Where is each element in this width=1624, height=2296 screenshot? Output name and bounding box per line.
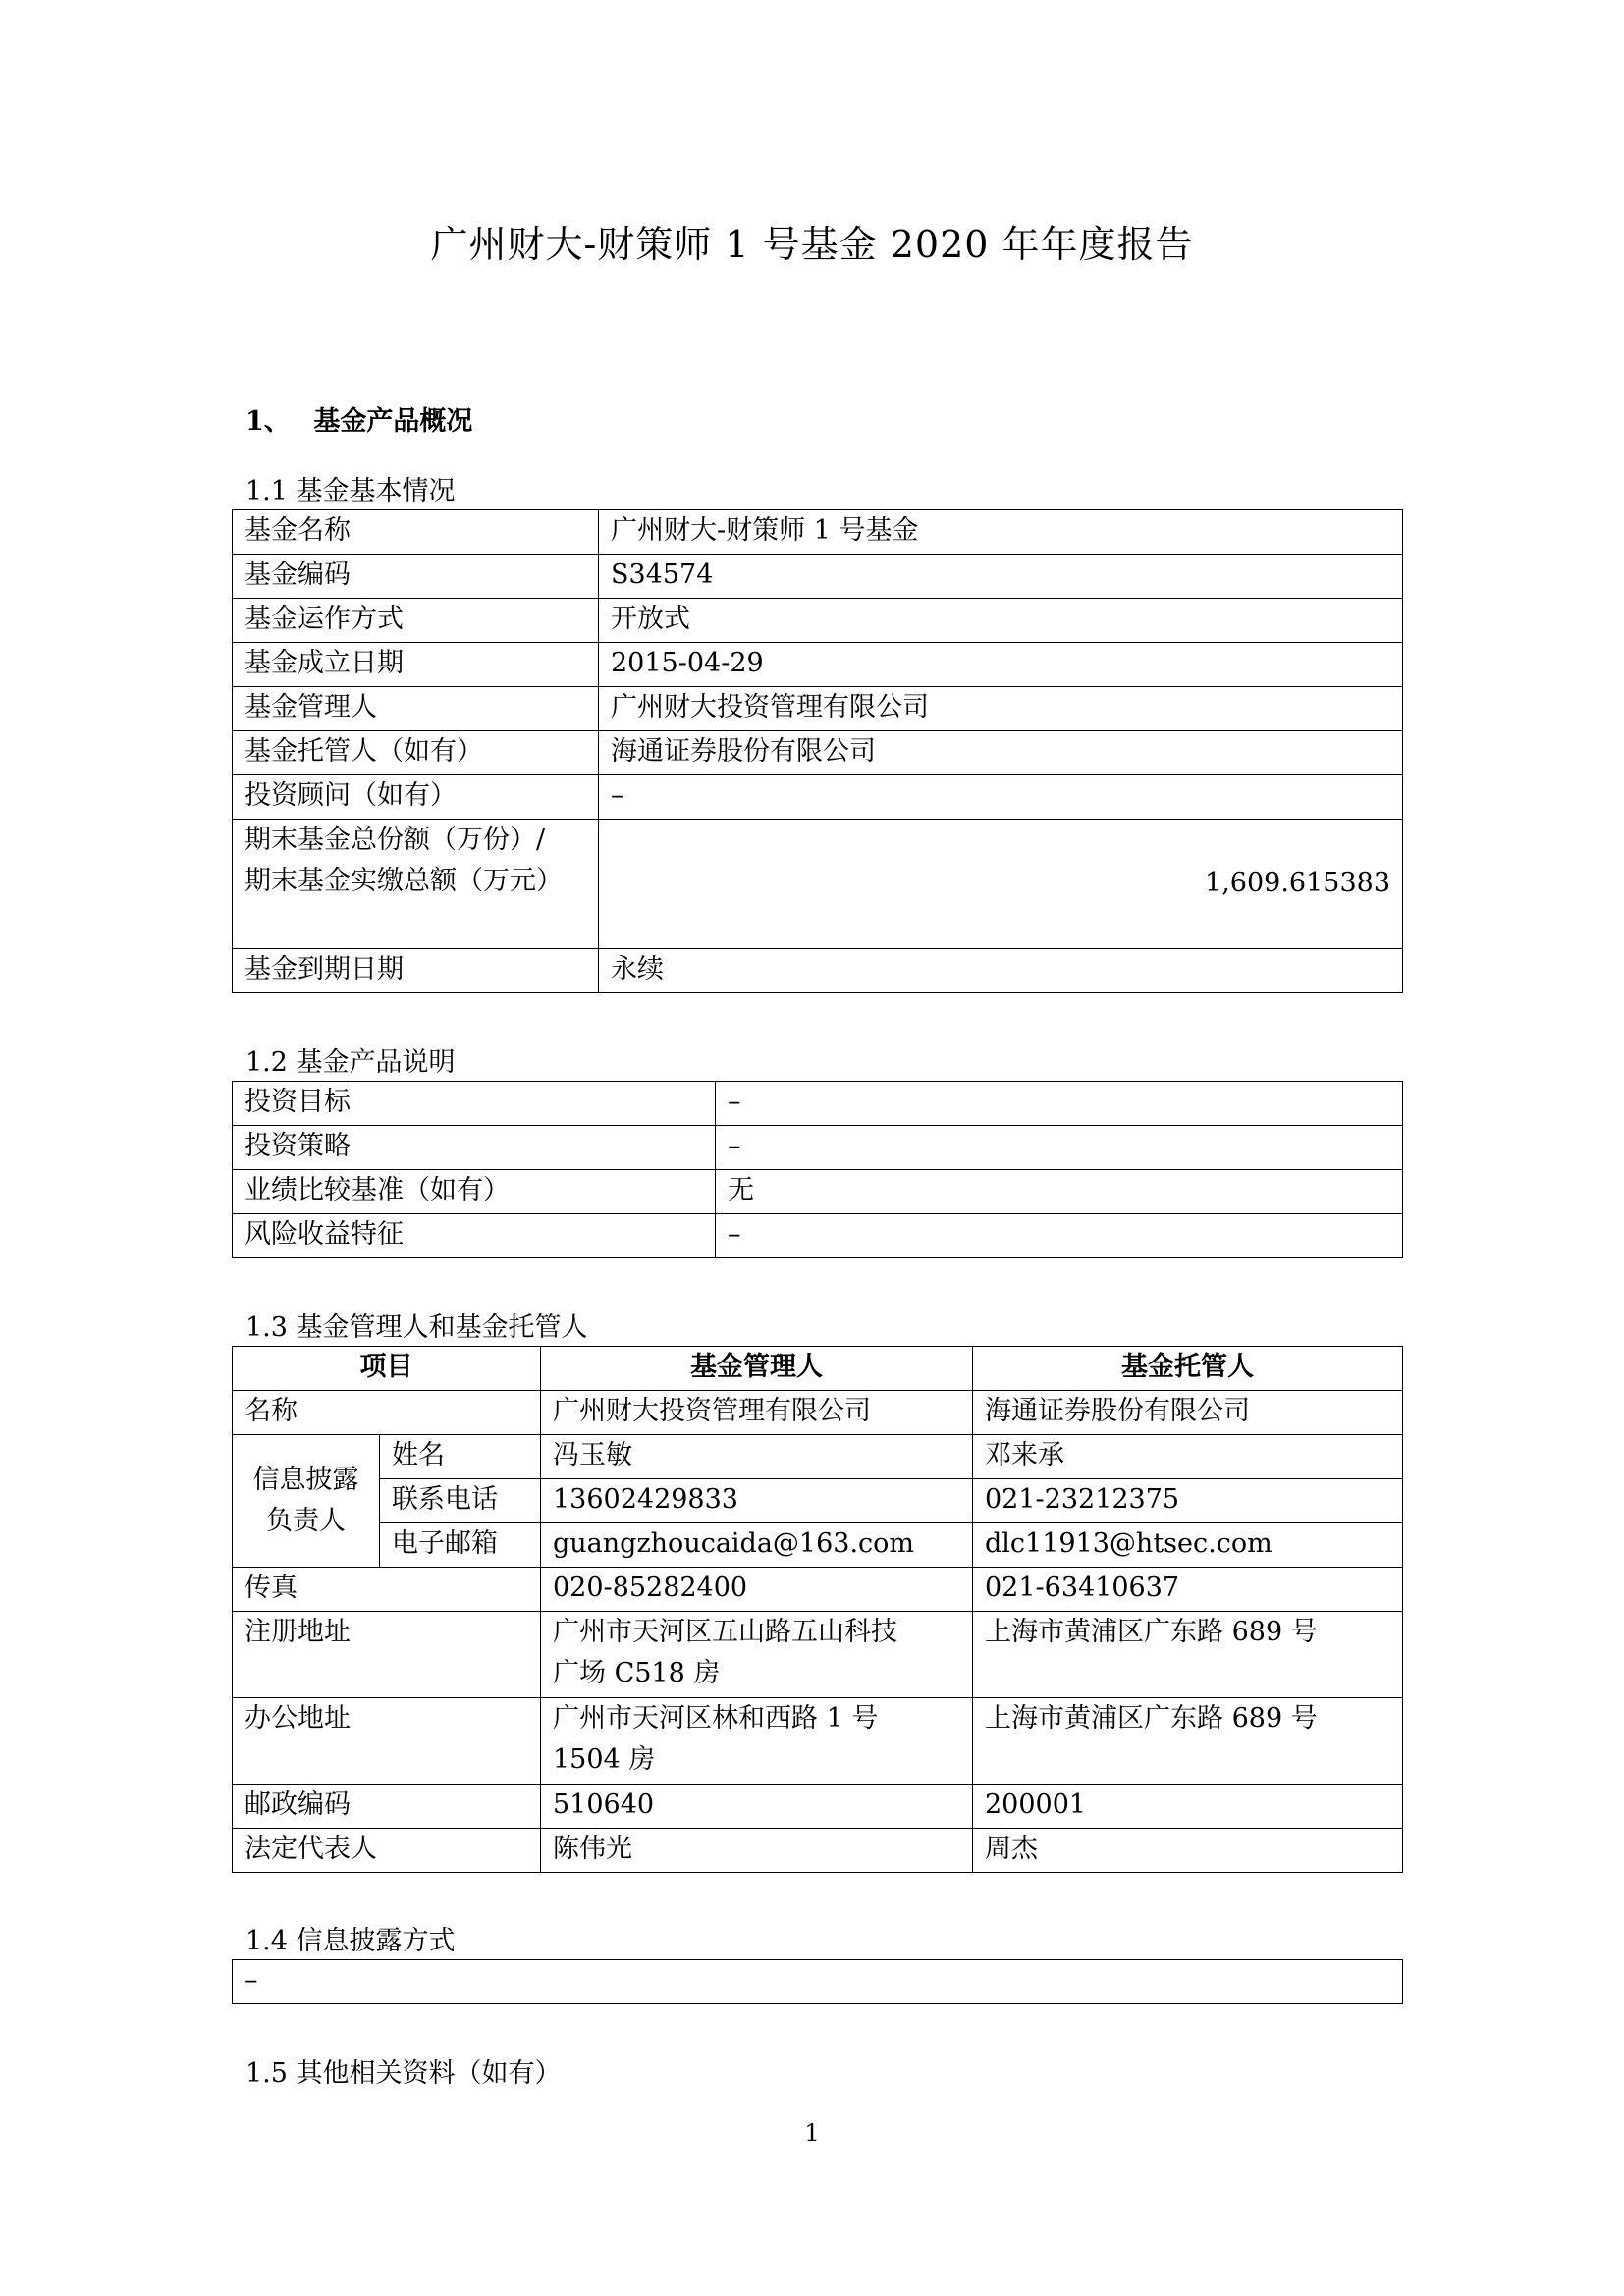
- manager-value: 13602429833: [541, 1479, 973, 1523]
- table-row: [233, 599, 1403, 643]
- row-label: 名称: [233, 1391, 541, 1435]
- row-value: 广州财大投资管理有限公司: [599, 687, 1403, 731]
- custodian-value: 200001: [973, 1785, 1403, 1829]
- column-header-item: 项目: [233, 1347, 541, 1391]
- table-row: [233, 643, 1403, 687]
- row-label: [233, 820, 599, 949]
- row-label: 基金托管人（如有）: [233, 731, 599, 775]
- share-label-line-1: 期末基金总份额（万份）/: [244, 825, 546, 855]
- address-line-2: 1504 房: [553, 1744, 656, 1775]
- share-label-line-2: 期末基金实缴总额（万元）: [244, 866, 563, 896]
- custodian-value: 周杰: [973, 1829, 1403, 1873]
- row-value: S34574: [599, 555, 1403, 599]
- table-row: [233, 1523, 1403, 1568]
- row-label: 注册地址: [233, 1612, 541, 1698]
- table-row: [233, 1829, 1403, 1873]
- row-label: 基金编码: [233, 555, 599, 599]
- row-value: 开放式: [599, 599, 1403, 643]
- custodian-value: 021-63410637: [973, 1568, 1403, 1612]
- subsection-1-5-heading: 1.5 其他相关资料（如有）: [245, 2058, 562, 2089]
- row-label: 电子邮箱: [380, 1523, 541, 1568]
- table-header-row: [233, 1347, 1403, 1391]
- row-label: 基金成立日期: [233, 643, 599, 687]
- row-value: –: [716, 1126, 1403, 1170]
- manager-value: [541, 1612, 973, 1698]
- subsection-1-3-heading: 1.3 基金管理人和基金托管人: [245, 1312, 588, 1343]
- custodian-value: 海通证券股份有限公司: [973, 1391, 1403, 1435]
- table-row: [233, 1126, 1403, 1170]
- row-label: 基金名称: [233, 510, 599, 555]
- address-line-1: 广州市天河区五山路五山科技: [553, 1617, 897, 1647]
- row-label: 邮政编码: [233, 1785, 541, 1829]
- disclosure-label-line-1: 信息披露: [252, 1465, 359, 1495]
- document-title: 广州财大-财策师 1 号基金 2020 年年度报告: [430, 223, 1194, 266]
- table-row: [233, 820, 1403, 949]
- custodian-value: 上海市黄浦区广东路 689 号: [973, 1698, 1403, 1785]
- table-row: [233, 1612, 1403, 1698]
- row-label: 投资目标: [233, 1082, 716, 1126]
- subsection-1-1-heading: 1.1 基金基本情况: [245, 476, 456, 507]
- manager-value: guangzhoucaida@163.com: [541, 1523, 973, 1568]
- section-1-label: 基金产品概况: [313, 406, 473, 437]
- fund-basic-info-table: [232, 509, 1403, 993]
- fund-product-description-table: [232, 1081, 1403, 1258]
- manager-value: 陈伟光: [541, 1829, 973, 1873]
- column-header-custodian: 基金托管人: [973, 1347, 1403, 1391]
- table-row: [233, 1170, 1403, 1214]
- row-value: 海通证券股份有限公司: [599, 731, 1403, 775]
- custodian-value: 上海市黄浦区广东路 689 号: [973, 1612, 1403, 1698]
- table-row: [233, 775, 1403, 820]
- address-line-2: 广场 C518 房: [553, 1658, 721, 1688]
- row-value: –: [716, 1082, 1403, 1126]
- row-label: 联系电话: [380, 1479, 541, 1523]
- disclosure-method-value: –: [233, 1960, 1403, 2004]
- table-row: [233, 1391, 1403, 1435]
- manager-value: [541, 1698, 973, 1785]
- table-row: [233, 1082, 1403, 1126]
- row-value: 无: [716, 1170, 1403, 1214]
- table-row: [233, 555, 1403, 599]
- address-line-1: 广州市天河区林和西路 1 号: [553, 1703, 879, 1734]
- custodian-value: 邓来承: [973, 1435, 1403, 1479]
- manager-value: 冯玉敏: [541, 1435, 973, 1479]
- table-row: [233, 1568, 1403, 1612]
- subsection-1-2-heading: 1.2 基金产品说明: [245, 1047, 456, 1078]
- table-row: [233, 731, 1403, 775]
- row-label: 投资顾问（如有）: [233, 775, 599, 820]
- column-header-manager: 基金管理人: [541, 1347, 973, 1391]
- manager-value: 广州财大投资管理有限公司: [541, 1391, 973, 1435]
- row-value: –: [599, 775, 1403, 820]
- manager-custodian-table: [232, 1346, 1403, 1873]
- disclosure-label-line-2: 负责人: [266, 1506, 346, 1536]
- row-label: 办公地址: [233, 1698, 541, 1785]
- disclosure-officer-label: [233, 1435, 380, 1568]
- table-row: [233, 949, 1403, 993]
- row-label: 基金运作方式: [233, 599, 599, 643]
- row-label: 基金管理人: [233, 687, 599, 731]
- table-row: [233, 1698, 1403, 1785]
- table-row: [233, 687, 1403, 731]
- section-1-heading: [245, 400, 472, 438]
- custodian-value: 021-23212375: [973, 1479, 1403, 1523]
- row-value: 永续: [599, 949, 1403, 993]
- row-label: 传真: [233, 1568, 541, 1612]
- row-label: 基金到期日期: [233, 949, 599, 993]
- disclosure-method-table: [232, 1959, 1403, 2004]
- row-label: 投资策略: [233, 1126, 716, 1170]
- custodian-value: dlc11913@htsec.com: [973, 1523, 1403, 1568]
- page-number: 1: [804, 2119, 820, 2147]
- section-1-number: 1、: [245, 406, 291, 437]
- table-row: [233, 1479, 1403, 1523]
- table-row: [233, 1435, 1403, 1479]
- table-row: [233, 1214, 1403, 1258]
- manager-value: 510640: [541, 1785, 973, 1829]
- table-row: [233, 1960, 1403, 2004]
- manager-value: 020-85282400: [541, 1568, 973, 1612]
- table-row: [233, 1785, 1403, 1829]
- row-label: 法定代表人: [233, 1829, 541, 1873]
- row-value: –: [716, 1214, 1403, 1258]
- table-row: [233, 510, 1403, 555]
- share-value: 1,609.615383: [599, 820, 1403, 949]
- row-label: 业绩比较基准（如有）: [233, 1170, 716, 1214]
- row-value: 2015-04-29: [599, 643, 1403, 687]
- row-value: 广州财大-财策师 1 号基金: [599, 510, 1403, 555]
- subsection-1-4-heading: 1.4 信息披露方式: [245, 1926, 456, 1956]
- row-label: 姓名: [380, 1435, 541, 1479]
- row-label: 风险收益特征: [233, 1214, 716, 1258]
